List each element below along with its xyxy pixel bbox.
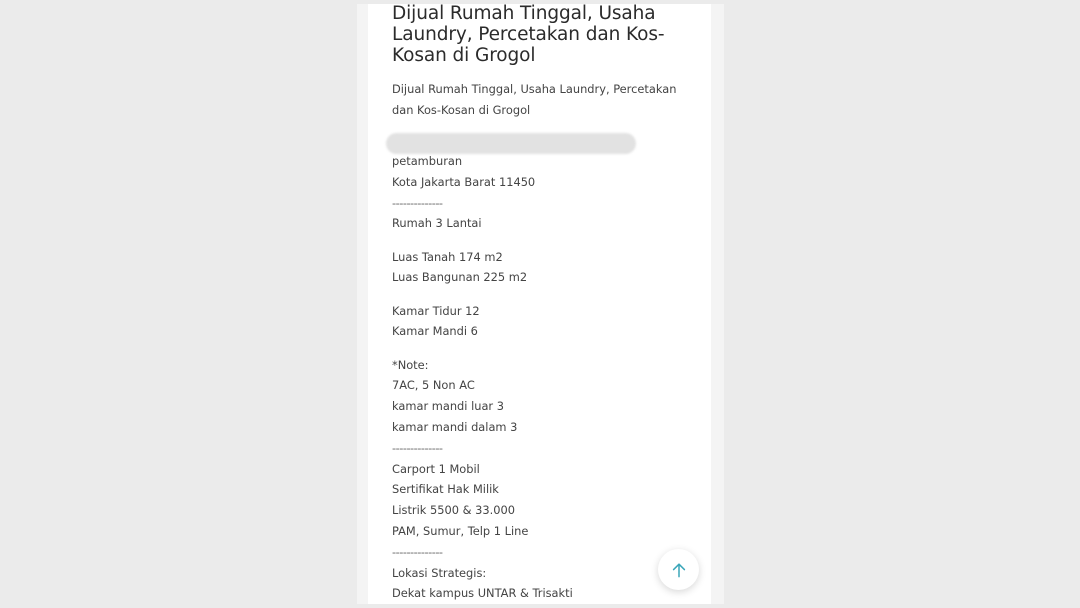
listing-description: [392, 151, 692, 604]
spacer: [392, 288, 692, 300]
note-label: *Note:: [392, 357, 429, 372]
building-floors: Rumah 3 Lantai: [392, 216, 482, 231]
phone-screen: [357, 4, 724, 604]
separator-2: --------------: [392, 440, 443, 455]
note-inside-bath: kamar mandi dalam 3: [392, 419, 518, 434]
spacer: [392, 342, 692, 354]
listing-content: [392, 4, 692, 601]
listing-subtitle: Dijual Rumah Tinggal, Usaha Laundry, Percetakan dan Kos-Kosan di Grogol: [392, 82, 677, 118]
land-area: Luas Tanah 174 m2: [392, 249, 503, 264]
address-line-1: petamburan: [392, 154, 463, 168]
carport: Carport 1 Mobil: [392, 461, 480, 476]
address-line-2: Kota Jakarta Barat 11450: [392, 174, 536, 189]
note-ac: 7AC, 5 Non AC: [392, 378, 475, 393]
bedrooms: Kamar Tidur 12: [392, 303, 480, 318]
scroll-to-top-button[interactable]: [658, 549, 699, 590]
electricity: Listrik 5500 & 33.000: [392, 503, 515, 518]
arrow-up-icon: [669, 560, 689, 580]
spacer: [392, 234, 692, 246]
separator-1: --------------: [392, 195, 443, 210]
listing-title: Dijual Rumah Tinggal, Usaha Laundry, Percetakan dan Kos-Kosan di Grogol: [392, 4, 665, 66]
bathrooms: Kamar Mandi 6: [392, 324, 478, 339]
separator-3: --------------: [392, 544, 443, 559]
note-outside-bath: kamar mandi luar 3: [392, 399, 504, 414]
building-area: Luas Bangunan 225 m2: [392, 270, 528, 285]
location-label: Lokasi Strategis:: [392, 565, 487, 580]
location-near: Dekat kampus UNTAR & Trisakti: [392, 586, 573, 601]
listing-card: [368, 4, 711, 604]
utilities: PAM, Sumur, Telp 1 Line: [392, 523, 529, 538]
certificate: Sertifikat Hak Milik: [392, 482, 499, 497]
